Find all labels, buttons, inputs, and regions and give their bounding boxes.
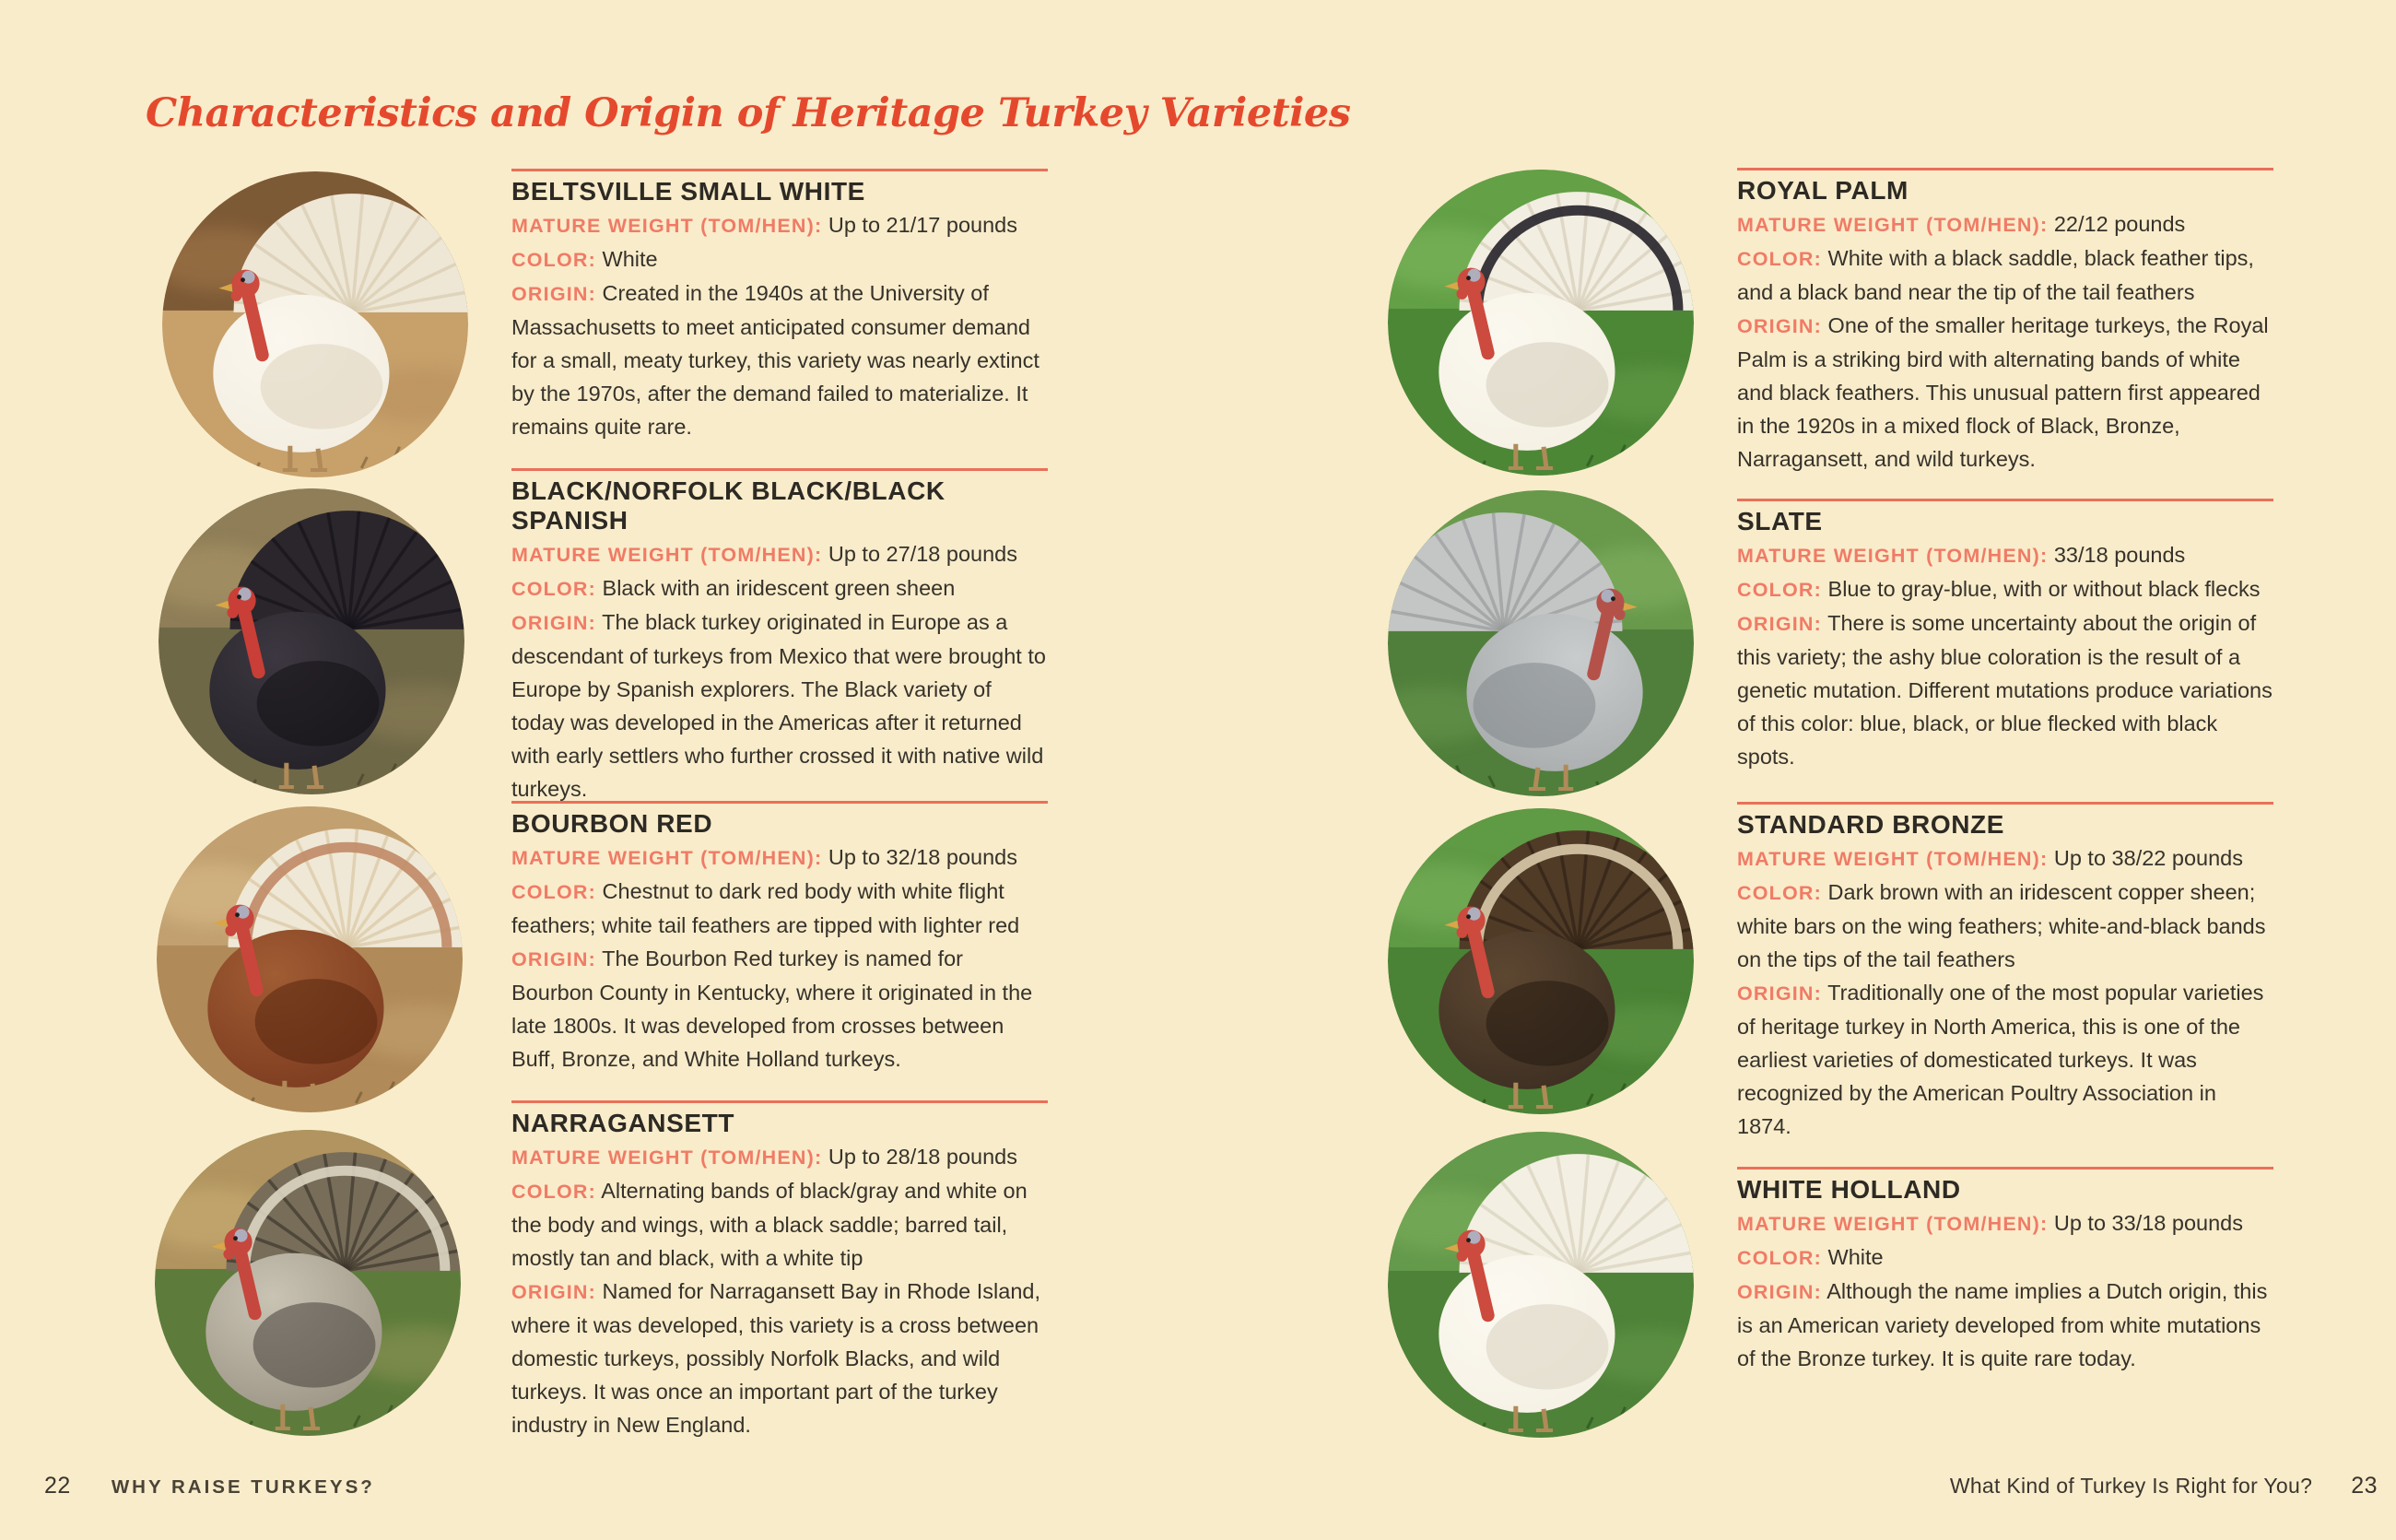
origin-label: ORIGIN:: [1737, 982, 1823, 1005]
color-value: Chestnut to dark red body with white flight feathers; white tail feathers are tipped with lighter red: [511, 879, 1020, 937]
bourbon-red-photo: [157, 806, 463, 1112]
section-slate: [1737, 499, 2273, 773]
origin-row: [1737, 606, 2273, 773]
white-holland-photo: [1388, 1132, 1694, 1438]
section-royal-palm: [1737, 168, 2273, 476]
color-label: COLOR:: [511, 578, 596, 600]
royal-palm-photo: [1388, 170, 1694, 476]
origin-label: ORIGIN:: [511, 283, 597, 305]
origin-label: ORIGIN:: [1737, 315, 1823, 337]
weight-label: MATURE WEIGHT (TOM/HEN):: [511, 1146, 823, 1169]
origin-label: ORIGIN:: [511, 612, 597, 634]
origin-label: ORIGIN:: [1737, 1281, 1823, 1303]
weight-label: MATURE WEIGHT (TOM/HEN):: [1737, 545, 2049, 567]
section-divider: [511, 801, 1048, 804]
origin-row: [1737, 976, 2273, 1143]
mature-weight-row: [511, 537, 1048, 571]
origin-label: ORIGIN:: [1737, 613, 1823, 635]
color-label: COLOR:: [511, 1181, 596, 1203]
weight-value: Up to 21/17 pounds: [828, 213, 1017, 237]
color-label: COLOR:: [1737, 882, 1822, 904]
origin-value: Traditionally one of the most popular varieties of heritage turkey in North America, this is one of the earliest varieties of domesticated turkeys. It was recognized by the American Poultry Association in 1874.: [1737, 981, 2264, 1138]
origin-value: The black turkey originated in Europe as a descendant of turkeys from Mexico that were brought to Europe by Spanish explorers. The Black variety of today was developed in the Americas after it returned with early settlers who further crossed it with native wild turkeys.: [511, 610, 1046, 801]
color-label: COLOR:: [511, 881, 596, 903]
weight-label: MATURE WEIGHT (TOM/HEN):: [511, 847, 823, 869]
color-row: [511, 571, 1048, 605]
section-standard-bronze: [1737, 802, 2273, 1143]
left-page-footer: [44, 1473, 375, 1499]
origin-row: [1737, 309, 2273, 476]
color-row: [511, 1174, 1048, 1275]
section-divider: [511, 1100, 1048, 1103]
color-value: Black with an iridescent green sheen: [602, 576, 956, 600]
color-value: Dark brown with an iridescent copper sheen; white bars on the wing feathers; white-and-black bands on the tips of the tail feathers: [1737, 880, 2266, 971]
weight-label: MATURE WEIGHT (TOM/HEN):: [511, 544, 823, 566]
color-value: White: [1827, 1245, 1884, 1269]
variety-title: BOURBON RED: [511, 809, 713, 838]
section-divider: [1737, 802, 2273, 805]
section-black-norfolk-black-spanish: [511, 468, 1048, 805]
origin-row: [1737, 1275, 2273, 1375]
color-label: COLOR:: [1737, 1247, 1822, 1269]
weight-label: MATURE WEIGHT (TOM/HEN):: [1737, 214, 2049, 236]
right-running-head: What Kind of Turkey Is Right for You?: [1949, 1474, 2313, 1498]
page-title: Characteristics and Origin of Heritage Turkey Varieties: [146, 90, 1351, 136]
color-value: Blue to gray-blue, with or without black flecks: [1827, 577, 2261, 601]
color-value: White with a black saddle, black feather tips, and a black band near the tip of the tail feathers: [1737, 246, 2254, 304]
beltsville-small-white-photo: [162, 171, 468, 477]
origin-value: One of the smaller heritage turkeys, the Royal Palm is a striking bird with alternating bands of white and black feathers. This unusual pattern first appeared in the 1920s in a mixed flock of Black, Bronze, Narragansett, and wild turkeys.: [1737, 313, 2269, 471]
section-narragansett: [511, 1100, 1048, 1441]
right-page-number: 23: [2351, 1473, 2378, 1499]
color-row: [511, 242, 1048, 276]
variety-title: STANDARD BRONZE: [1737, 810, 2005, 839]
variety-title: SLATE: [1737, 507, 1823, 535]
color-row: [511, 875, 1048, 942]
variety-title: BLACK/NORFOLK BLACK/BLACK SPANISH: [511, 476, 945, 535]
weight-value: Up to 32/18 pounds: [828, 845, 1017, 869]
section-divider: [511, 169, 1048, 171]
variety-title: WHITE HOLLAND: [1737, 1175, 1961, 1204]
mature-weight-row: [1737, 538, 2273, 572]
section-white-holland: [1737, 1167, 2273, 1375]
left-running-head: WHY RAISE TURKEYS?: [111, 1476, 375, 1498]
color-row: [1737, 876, 2273, 976]
weight-label: MATURE WEIGHT (TOM/HEN):: [1737, 848, 2049, 870]
mature-weight-row: [511, 1140, 1048, 1174]
origin-value: Named for Narragansett Bay in Rhode Island, where it was developed, this variety is a cross between domestic turkeys, possibly Norfolk Blacks, and wild turkeys. It was once an important part of the turkey industry in New England.: [511, 1279, 1041, 1437]
origin-value: Created in the 1940s at the University of Massachusetts to meet anticipated consumer demand for a small, meaty turkey, this variety was nearly extinct by the 1970s, after the demand failed to materialize. It remains quite rare.: [511, 281, 1039, 439]
section-divider: [511, 468, 1048, 471]
origin-label: ORIGIN:: [511, 948, 597, 970]
black-turkey-photo: [159, 488, 464, 794]
narragansett-photo: [155, 1130, 461, 1436]
weight-label: MATURE WEIGHT (TOM/HEN):: [511, 215, 823, 237]
color-label: COLOR:: [1737, 248, 1822, 270]
weight-value: Up to 28/18 pounds: [828, 1145, 1017, 1169]
color-value: White: [602, 247, 658, 271]
section-bourbon-red: [511, 801, 1048, 1076]
weight-value: 33/18 pounds: [2053, 543, 2186, 567]
origin-row: [511, 605, 1048, 805]
standard-bronze-photo: [1388, 808, 1694, 1114]
variety-title: BELTSVILLE SMALL WHITE: [511, 177, 865, 206]
mature-weight-row: [1737, 841, 2273, 876]
section-divider: [1737, 168, 2273, 170]
color-label: COLOR:: [511, 249, 596, 271]
origin-row: [511, 942, 1048, 1076]
slate-photo: [1388, 490, 1694, 796]
section-beltsville-small-white: [511, 169, 1048, 443]
variety-title: ROYAL PALM: [1737, 176, 1909, 205]
origin-value: There is some uncertainty about the origin of this variety; the ashy blue coloration is the result of a genetic mutation. Different mutations produce variations of this color: blue, black, or blue flecked with black spots.: [1737, 611, 2273, 769]
origin-label: ORIGIN:: [511, 1281, 597, 1303]
variety-title: NARRAGANSETT: [511, 1109, 735, 1137]
weight-value: Up to 38/22 pounds: [2053, 846, 2243, 870]
weight-label: MATURE WEIGHT (TOM/HEN):: [1737, 1213, 2049, 1235]
mature-weight-row: [1737, 1206, 2273, 1240]
section-divider: [1737, 1167, 2273, 1170]
origin-row: [511, 1275, 1048, 1441]
color-row: [1737, 572, 2273, 606]
origin-row: [511, 276, 1048, 443]
mature-weight-row: [511, 208, 1048, 242]
left-page-number: 22: [44, 1473, 71, 1499]
mature-weight-row: [1737, 207, 2273, 241]
color-row: [1737, 1240, 2273, 1275]
color-label: COLOR:: [1737, 579, 1822, 601]
weight-value: Up to 33/18 pounds: [2053, 1211, 2243, 1235]
origin-value: The Bourbon Red turkey is named for Bourbon County in Kentucky, where it originated in the late 1800s. It was developed from crosses between Buff, Bronze, and White Holland turkeys.: [511, 946, 1033, 1071]
mature-weight-row: [511, 841, 1048, 875]
weight-value: Up to 27/18 pounds: [828, 542, 1017, 566]
weight-value: 22/12 pounds: [2053, 212, 2186, 236]
color-row: [1737, 241, 2273, 309]
origin-value: Although the name implies a Dutch origin, this is an American variety developed from white mutations of the Bronze turkey. It is quite rare today.: [1737, 1279, 2268, 1370]
color-value: Alternating bands of black/gray and white on the body and wings, with a black saddle; barred tail, mostly tan and black, with a white tip: [511, 1179, 1028, 1270]
section-divider: [1737, 499, 2273, 501]
right-page-footer: [1950, 1473, 2378, 1499]
